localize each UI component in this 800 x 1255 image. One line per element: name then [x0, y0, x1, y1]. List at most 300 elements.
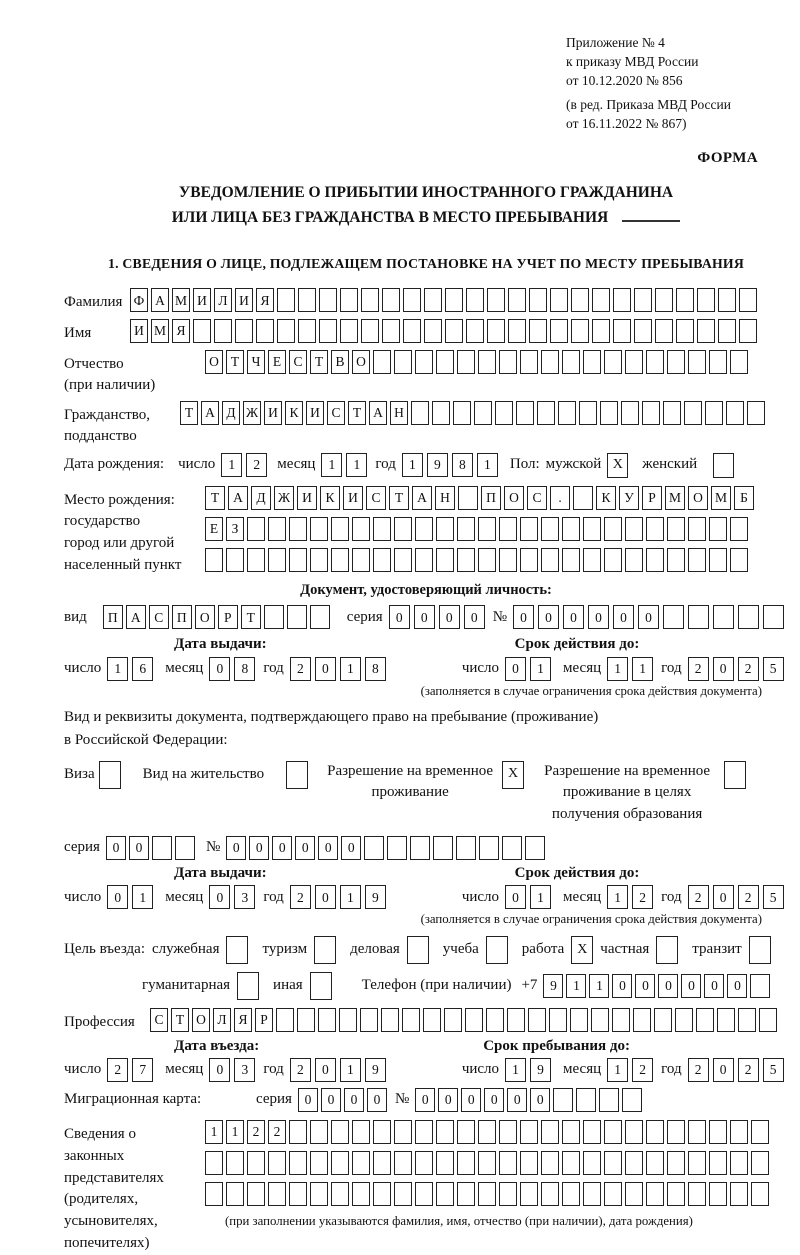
char-cell[interactable]	[730, 548, 748, 572]
char-cell[interactable]: 1	[340, 1058, 361, 1082]
char-cell[interactable]: Т	[171, 1008, 189, 1032]
char-cell[interactable]	[529, 288, 547, 312]
char-cell[interactable]	[466, 288, 484, 312]
char-cell[interactable]: Д	[222, 401, 240, 425]
char-cell[interactable]	[696, 1008, 714, 1032]
char-cell[interactable]	[646, 1182, 664, 1206]
char-cell[interactable]	[394, 517, 412, 541]
char-cell[interactable]	[499, 350, 517, 374]
char-cell[interactable]: Р	[218, 605, 238, 629]
char-cell[interactable]	[520, 517, 538, 541]
char-cell[interactable]	[331, 517, 349, 541]
char-cell[interactable]	[415, 1182, 433, 1206]
purpose-private-checkbox[interactable]	[656, 936, 678, 964]
char-cell[interactable]	[717, 1008, 735, 1032]
char-cell[interactable]	[541, 1151, 559, 1175]
char-cell[interactable]	[457, 350, 475, 374]
char-cell[interactable]	[573, 486, 593, 510]
char-cell[interactable]: Р	[255, 1008, 273, 1032]
char-cell[interactable]	[730, 1120, 748, 1144]
char-cell[interactable]: 2	[688, 885, 709, 909]
char-cell[interactable]	[247, 517, 265, 541]
char-cell[interactable]: О	[352, 350, 370, 374]
char-cell[interactable]	[655, 288, 673, 312]
char-cell[interactable]: 0	[713, 885, 734, 909]
char-cell[interactable]: 9	[427, 453, 448, 477]
char-cell[interactable]	[394, 350, 412, 374]
char-cell[interactable]: 2	[290, 657, 311, 681]
char-cell[interactable]: Ф	[130, 288, 148, 312]
char-cell[interactable]: 2	[246, 453, 267, 477]
char-cell[interactable]: Т	[310, 350, 328, 374]
purpose-work-checkbox[interactable]: X	[571, 936, 593, 964]
char-cell[interactable]	[571, 288, 589, 312]
char-cell[interactable]: 0	[638, 605, 659, 629]
char-cell[interactable]	[688, 605, 709, 629]
char-cell[interactable]	[621, 401, 639, 425]
char-cell[interactable]	[750, 974, 770, 998]
char-cell[interactable]: 8	[365, 657, 386, 681]
char-cell[interactable]: 0	[344, 1088, 364, 1112]
char-cell[interactable]: Н	[390, 401, 408, 425]
char-cell[interactable]	[730, 1182, 748, 1206]
char-cell[interactable]	[361, 288, 379, 312]
char-cell[interactable]	[411, 401, 429, 425]
char-cell[interactable]	[709, 350, 727, 374]
char-cell[interactable]	[478, 517, 496, 541]
char-cell[interactable]: Т	[205, 486, 225, 510]
visa-checkbox[interactable]	[99, 761, 121, 789]
char-cell[interactable]	[423, 1008, 441, 1032]
char-cell[interactable]	[205, 1182, 223, 1206]
char-cell[interactable]	[310, 1151, 328, 1175]
char-cell[interactable]	[394, 548, 412, 572]
char-cell[interactable]	[456, 836, 476, 860]
char-cell[interactable]	[403, 288, 421, 312]
char-cell[interactable]	[739, 319, 757, 343]
char-cell[interactable]: 5	[763, 657, 784, 681]
char-cell[interactable]	[373, 517, 391, 541]
char-cell[interactable]: Н	[435, 486, 455, 510]
char-cell[interactable]	[688, 517, 706, 541]
char-cell[interactable]	[571, 319, 589, 343]
char-cell[interactable]	[663, 401, 681, 425]
char-cell[interactable]	[445, 288, 463, 312]
char-cell[interactable]	[373, 1182, 391, 1206]
char-cell[interactable]	[520, 1120, 538, 1144]
char-cell[interactable]	[549, 1008, 567, 1032]
char-cell[interactable]	[319, 288, 337, 312]
char-cell[interactable]	[553, 1088, 573, 1112]
char-cell[interactable]	[289, 548, 307, 572]
char-cell[interactable]: 0	[209, 885, 230, 909]
char-cell[interactable]	[613, 288, 631, 312]
char-cell[interactable]: К	[320, 486, 340, 510]
purpose-transit-checkbox[interactable]	[749, 936, 771, 964]
char-cell[interactable]	[382, 319, 400, 343]
char-cell[interactable]	[331, 1120, 349, 1144]
char-cell[interactable]: М	[665, 486, 685, 510]
char-cell[interactable]: 8	[234, 657, 255, 681]
char-cell[interactable]	[403, 319, 421, 343]
char-cell[interactable]: 0	[461, 1088, 481, 1112]
char-cell[interactable]: Е	[268, 350, 286, 374]
char-cell[interactable]: 0	[613, 605, 634, 629]
char-cell[interactable]: Л	[214, 288, 232, 312]
char-cell[interactable]: 0	[704, 974, 724, 998]
char-cell[interactable]	[235, 319, 253, 343]
char-cell[interactable]	[214, 319, 232, 343]
char-cell[interactable]	[175, 836, 195, 860]
char-cell[interactable]	[751, 1151, 769, 1175]
char-cell[interactable]	[688, 1120, 706, 1144]
char-cell[interactable]	[457, 1182, 475, 1206]
char-cell[interactable]	[415, 1120, 433, 1144]
char-cell[interactable]: С	[327, 401, 345, 425]
char-cell[interactable]: О	[205, 350, 223, 374]
char-cell[interactable]: Д	[251, 486, 271, 510]
char-cell[interactable]: 0	[321, 1088, 341, 1112]
char-cell[interactable]	[599, 1088, 619, 1112]
char-cell[interactable]	[310, 548, 328, 572]
char-cell[interactable]	[713, 605, 734, 629]
char-cell[interactable]: К	[285, 401, 303, 425]
char-cell[interactable]: 0	[318, 836, 338, 860]
char-cell[interactable]: К	[596, 486, 616, 510]
char-cell[interactable]: Л	[213, 1008, 231, 1032]
char-cell[interactable]: 0	[439, 605, 460, 629]
char-cell[interactable]	[410, 836, 430, 860]
char-cell[interactable]	[298, 319, 316, 343]
char-cell[interactable]	[466, 319, 484, 343]
char-cell[interactable]	[709, 1151, 727, 1175]
char-cell[interactable]: 2	[268, 1120, 286, 1144]
char-cell[interactable]	[558, 401, 576, 425]
char-cell[interactable]	[247, 548, 265, 572]
char-cell[interactable]: Ж	[274, 486, 294, 510]
char-cell[interactable]: 1	[566, 974, 586, 998]
char-cell[interactable]	[319, 319, 337, 343]
char-cell[interactable]	[361, 319, 379, 343]
char-cell[interactable]	[583, 548, 601, 572]
char-cell[interactable]	[436, 1182, 454, 1206]
char-cell[interactable]	[415, 1151, 433, 1175]
char-cell[interactable]: У	[619, 486, 639, 510]
char-cell[interactable]	[759, 1008, 777, 1032]
char-cell[interactable]	[276, 1008, 294, 1032]
char-cell[interactable]: Т	[241, 605, 261, 629]
char-cell[interactable]	[604, 1151, 622, 1175]
char-cell[interactable]	[747, 401, 765, 425]
purpose-official-checkbox[interactable]	[226, 936, 248, 964]
char-cell[interactable]: 0	[681, 974, 701, 998]
char-cell[interactable]	[612, 1008, 630, 1032]
char-cell[interactable]: Я	[256, 288, 274, 312]
char-cell[interactable]	[541, 1120, 559, 1144]
char-cell[interactable]: 1	[340, 657, 361, 681]
char-cell[interactable]	[667, 350, 685, 374]
char-cell[interactable]	[287, 605, 307, 629]
char-cell[interactable]	[277, 319, 295, 343]
char-cell[interactable]	[474, 401, 492, 425]
char-cell[interactable]	[705, 401, 723, 425]
char-cell[interactable]: Т	[180, 401, 198, 425]
char-cell[interactable]	[193, 319, 211, 343]
char-cell[interactable]	[604, 1120, 622, 1144]
char-cell[interactable]: Т	[348, 401, 366, 425]
char-cell[interactable]	[387, 836, 407, 860]
char-cell[interactable]	[591, 1008, 609, 1032]
char-cell[interactable]	[646, 1151, 664, 1175]
char-cell[interactable]	[562, 1151, 580, 1175]
char-cell[interactable]	[289, 517, 307, 541]
residence-permit-checkbox[interactable]	[286, 761, 308, 789]
char-cell[interactable]: И	[343, 486, 363, 510]
char-cell[interactable]	[730, 1151, 748, 1175]
char-cell[interactable]	[726, 401, 744, 425]
char-cell[interactable]: А	[412, 486, 432, 510]
char-cell[interactable]: 0	[484, 1088, 504, 1112]
char-cell[interactable]	[457, 1120, 475, 1144]
char-cell[interactable]	[457, 517, 475, 541]
char-cell[interactable]: 0	[507, 1088, 527, 1112]
char-cell[interactable]	[226, 1182, 244, 1206]
char-cell[interactable]	[331, 1182, 349, 1206]
char-cell[interactable]	[352, 517, 370, 541]
char-cell[interactable]: 0	[530, 1088, 550, 1112]
char-cell[interactable]	[625, 1151, 643, 1175]
char-cell[interactable]	[436, 548, 454, 572]
char-cell[interactable]	[247, 1182, 265, 1206]
char-cell[interactable]	[633, 1008, 651, 1032]
char-cell[interactable]: 1	[607, 1058, 628, 1082]
char-cell[interactable]	[622, 1088, 642, 1112]
char-cell[interactable]	[667, 517, 685, 541]
char-cell[interactable]	[697, 319, 715, 343]
char-cell[interactable]: 2	[738, 885, 759, 909]
char-cell[interactable]: Т	[389, 486, 409, 510]
char-cell[interactable]	[541, 1182, 559, 1206]
char-cell[interactable]	[688, 1182, 706, 1206]
char-cell[interactable]: 0	[563, 605, 584, 629]
char-cell[interactable]	[310, 1120, 328, 1144]
char-cell[interactable]: В	[331, 350, 349, 374]
char-cell[interactable]	[604, 517, 622, 541]
char-cell[interactable]	[646, 517, 664, 541]
char-cell[interactable]	[550, 319, 568, 343]
char-cell[interactable]	[730, 517, 748, 541]
temp-residence-checkbox[interactable]: X	[502, 761, 524, 789]
char-cell[interactable]	[445, 319, 463, 343]
char-cell[interactable]: 0	[438, 1088, 458, 1112]
char-cell[interactable]: 2	[688, 1058, 709, 1082]
char-cell[interactable]: 0	[389, 605, 410, 629]
char-cell[interactable]	[516, 401, 534, 425]
char-cell[interactable]	[600, 401, 618, 425]
char-cell[interactable]	[592, 288, 610, 312]
char-cell[interactable]	[478, 548, 496, 572]
char-cell[interactable]: 1	[530, 885, 551, 909]
char-cell[interactable]: С	[150, 1008, 168, 1032]
char-cell[interactable]	[625, 350, 643, 374]
char-cell[interactable]	[478, 1120, 496, 1144]
char-cell[interactable]: О	[192, 1008, 210, 1032]
char-cell[interactable]: 0	[612, 974, 632, 998]
char-cell[interactable]	[738, 1008, 756, 1032]
char-cell[interactable]: 1	[607, 657, 628, 681]
char-cell[interactable]	[541, 517, 559, 541]
char-cell[interactable]: 0	[367, 1088, 387, 1112]
char-cell[interactable]	[360, 1008, 378, 1032]
char-cell[interactable]	[709, 548, 727, 572]
char-cell[interactable]: 5	[763, 885, 784, 909]
char-cell[interactable]	[436, 1120, 454, 1144]
char-cell[interactable]: М	[711, 486, 731, 510]
char-cell[interactable]: 0	[295, 836, 315, 860]
char-cell[interactable]: 1	[607, 885, 628, 909]
char-cell[interactable]	[508, 288, 526, 312]
purpose-business-checkbox[interactable]	[407, 936, 429, 964]
char-cell[interactable]	[537, 401, 555, 425]
char-cell[interactable]	[226, 1151, 244, 1175]
char-cell[interactable]: 0	[713, 657, 734, 681]
char-cell[interactable]	[424, 288, 442, 312]
char-cell[interactable]: 0	[107, 885, 128, 909]
char-cell[interactable]	[576, 1088, 596, 1112]
char-cell[interactable]	[508, 319, 526, 343]
char-cell[interactable]	[298, 288, 316, 312]
char-cell[interactable]	[520, 350, 538, 374]
char-cell[interactable]: 0	[315, 885, 336, 909]
char-cell[interactable]	[432, 401, 450, 425]
char-cell[interactable]: 0	[106, 836, 126, 860]
char-cell[interactable]: 6	[132, 657, 153, 681]
char-cell[interactable]	[583, 350, 601, 374]
char-cell[interactable]	[152, 836, 172, 860]
char-cell[interactable]	[646, 548, 664, 572]
char-cell[interactable]: 1	[402, 453, 423, 477]
char-cell[interactable]	[264, 605, 284, 629]
char-cell[interactable]: 1	[346, 453, 367, 477]
char-cell[interactable]: 2	[247, 1120, 265, 1144]
char-cell[interactable]	[525, 836, 545, 860]
purpose-study-checkbox[interactable]	[486, 936, 508, 964]
char-cell[interactable]: 0	[249, 836, 269, 860]
char-cell[interactable]	[373, 548, 391, 572]
char-cell[interactable]	[318, 1008, 336, 1032]
char-cell[interactable]	[340, 319, 358, 343]
char-cell[interactable]: 0	[129, 836, 149, 860]
char-cell[interactable]: 0	[635, 974, 655, 998]
char-cell[interactable]	[340, 288, 358, 312]
char-cell[interactable]	[268, 1182, 286, 1206]
char-cell[interactable]	[424, 319, 442, 343]
char-cell[interactable]	[499, 548, 517, 572]
char-cell[interactable]	[436, 1151, 454, 1175]
char-cell[interactable]	[457, 548, 475, 572]
char-cell[interactable]: 2	[290, 885, 311, 909]
char-cell[interactable]	[415, 548, 433, 572]
char-cell[interactable]	[697, 288, 715, 312]
char-cell[interactable]: 0	[209, 657, 230, 681]
char-cell[interactable]: О	[688, 486, 708, 510]
char-cell[interactable]	[331, 1151, 349, 1175]
char-cell[interactable]	[688, 1151, 706, 1175]
char-cell[interactable]	[479, 836, 499, 860]
char-cell[interactable]: 0	[272, 836, 292, 860]
char-cell[interactable]	[570, 1008, 588, 1032]
char-cell[interactable]	[478, 1182, 496, 1206]
char-cell[interactable]	[709, 1120, 727, 1144]
char-cell[interactable]: Ч	[247, 350, 265, 374]
char-cell[interactable]	[604, 350, 622, 374]
char-cell[interactable]: И	[297, 486, 317, 510]
char-cell[interactable]: Я	[234, 1008, 252, 1032]
char-cell[interactable]	[352, 548, 370, 572]
char-cell[interactable]	[289, 1120, 307, 1144]
char-cell[interactable]	[339, 1008, 357, 1032]
char-cell[interactable]	[310, 1182, 328, 1206]
char-cell[interactable]	[373, 1120, 391, 1144]
char-cell[interactable]	[667, 1151, 685, 1175]
char-cell[interactable]: 0	[727, 974, 747, 998]
char-cell[interactable]: И	[130, 319, 148, 343]
char-cell[interactable]: И	[306, 401, 324, 425]
char-cell[interactable]: 1	[530, 657, 551, 681]
char-cell[interactable]	[382, 288, 400, 312]
char-cell[interactable]: И	[264, 401, 282, 425]
char-cell[interactable]	[751, 1182, 769, 1206]
char-cell[interactable]	[268, 517, 286, 541]
char-cell[interactable]: 0	[464, 605, 485, 629]
char-cell[interactable]	[541, 350, 559, 374]
char-cell[interactable]	[613, 319, 631, 343]
char-cell[interactable]	[675, 1008, 693, 1032]
char-cell[interactable]: Е	[205, 517, 223, 541]
char-cell[interactable]	[667, 548, 685, 572]
char-cell[interactable]: 2	[738, 657, 759, 681]
char-cell[interactable]: О	[504, 486, 524, 510]
char-cell[interactable]	[583, 517, 601, 541]
char-cell[interactable]: М	[172, 288, 190, 312]
char-cell[interactable]	[277, 288, 295, 312]
char-cell[interactable]	[352, 1151, 370, 1175]
char-cell[interactable]: 0	[513, 605, 534, 629]
char-cell[interactable]	[478, 1151, 496, 1175]
char-cell[interactable]	[373, 1151, 391, 1175]
char-cell[interactable]	[331, 548, 349, 572]
char-cell[interactable]: 0	[414, 605, 435, 629]
char-cell[interactable]	[436, 350, 454, 374]
char-cell[interactable]	[667, 1182, 685, 1206]
char-cell[interactable]	[625, 1182, 643, 1206]
char-cell[interactable]	[625, 517, 643, 541]
char-cell[interactable]	[583, 1151, 601, 1175]
char-cell[interactable]	[562, 350, 580, 374]
char-cell[interactable]	[465, 1008, 483, 1032]
char-cell[interactable]	[654, 1008, 672, 1032]
char-cell[interactable]: 1	[221, 453, 242, 477]
purpose-humanitarian-checkbox[interactable]	[237, 972, 259, 1000]
char-cell[interactable]: 7	[132, 1058, 153, 1082]
sex-male-checkbox[interactable]: X	[607, 453, 628, 478]
char-cell[interactable]	[604, 1182, 622, 1206]
char-cell[interactable]: 9	[543, 974, 563, 998]
char-cell[interactable]	[394, 1182, 412, 1206]
char-cell[interactable]	[486, 1008, 504, 1032]
char-cell[interactable]: И	[193, 288, 211, 312]
char-cell[interactable]	[541, 548, 559, 572]
